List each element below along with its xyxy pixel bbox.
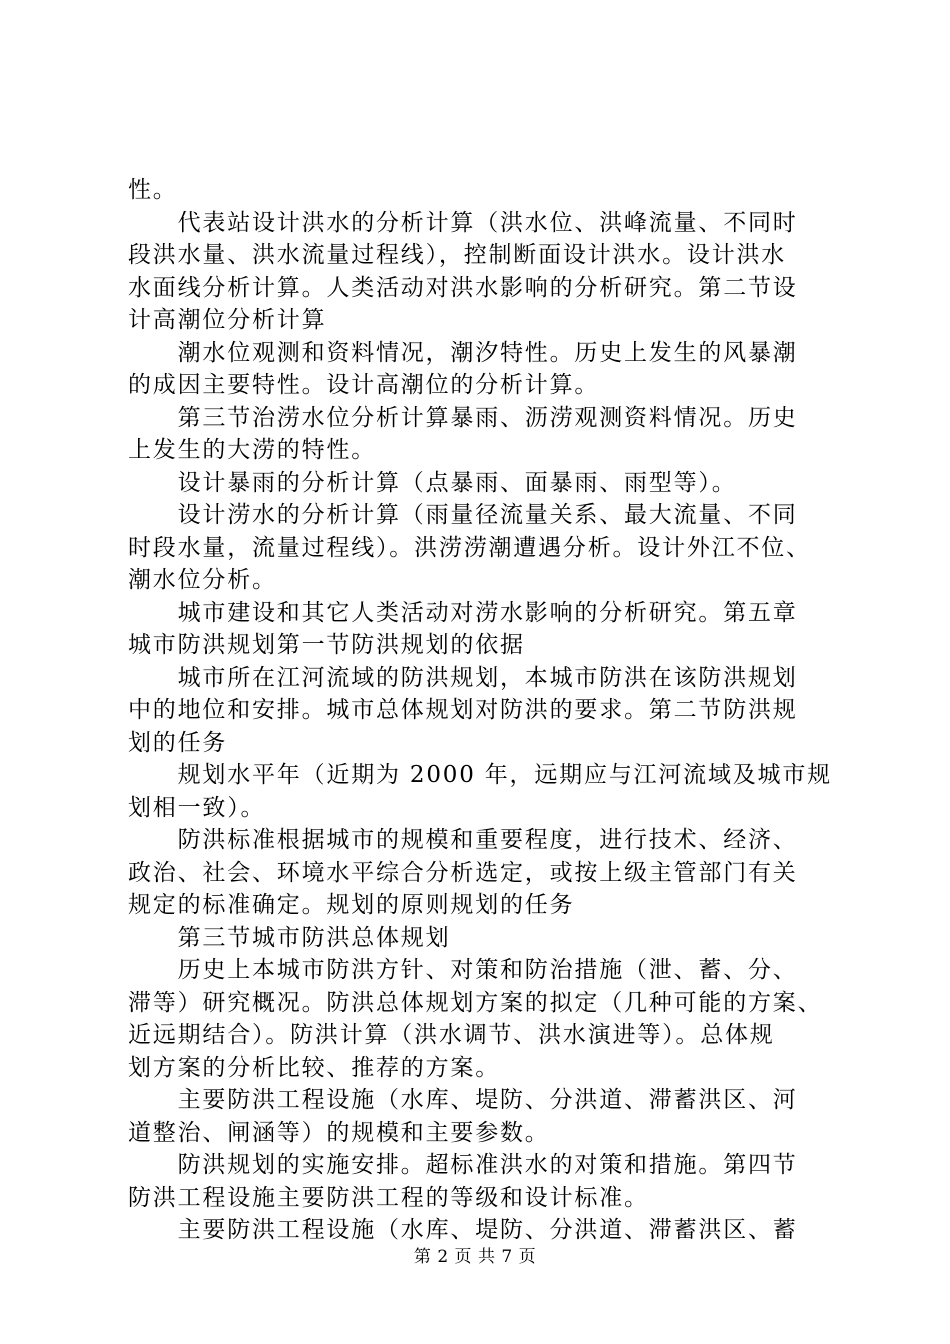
- text-line: 城市建设和其它人类活动对涝水影响的分析研究。第五章: [128, 599, 798, 626]
- text-line: 性。: [128, 177, 178, 203]
- text-line: 时段水量，流量过程线）。洪涝涝潮遭遇分析。设计外江不位、: [128, 534, 811, 561]
- text-line: 的成因主要特性。设计高潮位的分析计算。: [128, 372, 600, 398]
- text-line: 代表站设计洪水的分析计算（洪水位、洪峰流量、不同时: [128, 209, 798, 236]
- text-line: 潮水位观测和资料情况，潮汐特性。历史上发生的风暴潮: [128, 339, 798, 366]
- text-line: 道整治、闸涵等）的规模和主要参数。: [128, 1119, 550, 1146]
- text-line: 主要防洪工程设施（水库、堤防、分洪道、滞蓄洪区、河: [128, 1087, 798, 1113]
- text-line: 主要防洪工程设施（水库、堤防、分洪道、滞蓄洪区、蓄: [128, 1217, 798, 1243]
- text-line: 政治、社会、环境水平综合分析选定，或按上级主管部门有关: [128, 859, 798, 886]
- text-line: 第三节治涝水位分析计算暴雨、沥涝观测资料情况。历史: [128, 404, 798, 431]
- text-line: 划相一致）。: [128, 794, 266, 821]
- text-line: 水面线分析计算。人类活动对洪水影响的分析研究。第二节设: [128, 274, 798, 301]
- text-line: 设计涝水的分析计算（雨量径流量关系、最大流量、不同: [128, 502, 798, 528]
- text-line: 段洪水量、洪水流量过程线），控制断面设计洪水。设计洪水: [128, 242, 787, 268]
- text-line: 上发生的大涝的特性。: [128, 437, 376, 463]
- text-line: 滞等）研究概况。防洪总体规划方案的拟定（几种可能的方案、: [128, 989, 823, 1016]
- text-line: 城市防洪规划第一节防洪规划的依据: [128, 632, 525, 658]
- text-line: 划的任务: [128, 729, 228, 756]
- text-line: 设计暴雨的分析计算（点暴雨、面暴雨、雨型等）。: [128, 469, 737, 496]
- text-line: 规定的标准确定。规划的原则规划的任务: [128, 892, 575, 918]
- text-line: 规划水平年（近期为 2000 年，远期应与江河流域及城市规: [128, 762, 832, 788]
- text-line: 防洪规划的实施安排。超标准洪水的对策和措施。第四节: [128, 1152, 798, 1178]
- text-line: 中的地位和安排。城市总体规划对防洪的要求。第二节防洪规: [128, 697, 798, 723]
- text-line: 第三节城市防洪总体规划: [128, 924, 451, 951]
- text-line: 潮水位分析。: [128, 567, 277, 593]
- page-number-footer: 第 2 页 共 7 页: [413, 1247, 537, 1267]
- text-line: 防洪标准根据城市的规模和重要程度，进行技术、经济、: [128, 827, 798, 853]
- text-line: 计高潮位分析计算: [128, 307, 327, 333]
- text-line: 历史上本城市防洪方针、对策和防治措施（泄、蓄、分、: [128, 957, 798, 983]
- document-body: [128, 174, 840, 1247]
- text-line: 城市所在江河流域的防洪规划，本城市防洪在该防洪规划: [128, 664, 798, 691]
- text-line: 近远期结合）。防洪计算（洪水调节、洪水演进等）。总体规: [128, 1022, 775, 1048]
- text-line: 防洪工程设施主要防洪工程的等级和设计标准。: [128, 1184, 649, 1211]
- text-line: 划方案的分析比较、推荐的方案。: [128, 1054, 500, 1081]
